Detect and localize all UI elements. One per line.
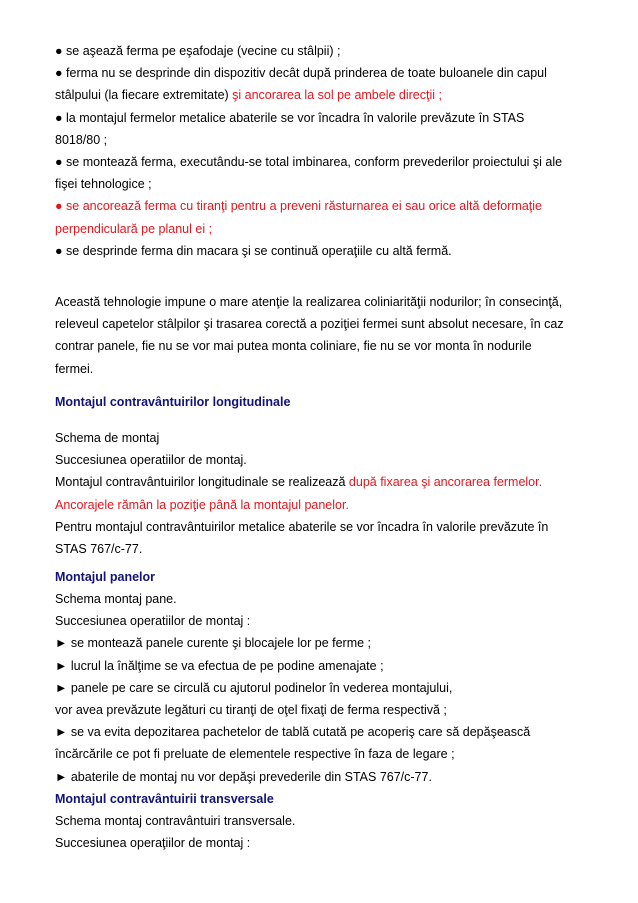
transversal-bracing-text [55, 810, 595, 854]
text-segment: Schema de montaj [55, 431, 160, 445]
text-segment: ► se va evita depozitarea pachetelor de tablă cutată pe acoperiş care să depăşească [55, 725, 531, 740]
text-line [55, 810, 595, 832]
text-segment: STAS 767/c-77. [55, 541, 143, 556]
text-segment: stâlpului (la fiecare extremitate) [55, 88, 233, 103]
text-line [55, 766, 595, 788]
text-segment: ► se montează panele curente şi blocajele lor pe ferme ; [55, 636, 372, 651]
text-line [55, 313, 595, 335]
text-line [55, 699, 595, 721]
alignment-paragraph [55, 291, 595, 380]
text-line [55, 195, 595, 217]
text-line [55, 218, 595, 240]
heading-purlins: Montajul panelor [55, 570, 155, 584]
highlighted-text: perpendiculară pe planul ei ; [55, 221, 213, 236]
text-line [55, 427, 595, 449]
text-segment: ● se montează ferma, executându-se total imbinarea, conform prevederilor proiectului şi ale [55, 154, 563, 169]
text-line [55, 358, 595, 380]
text-segment: ● se desprinde ferma din macara şi se continuă operaţiile cu altă fermă. [55, 243, 452, 258]
text-segment: Schema montaj pane. [55, 592, 177, 606]
text-line [55, 743, 595, 765]
text-segment: contrar panele, fie nu se vor mai putea monta coliniare, fie nu se vor monta în nodurile [55, 339, 532, 354]
text-line [55, 84, 595, 106]
text-line [55, 471, 595, 493]
text-segment: ● ferma nu se desprinde din dispozitiv decât după prinderea de toate buloanele din capul [55, 66, 547, 81]
text-segment: ● se aşează ferma pe eşafodaje (vecine cu stâlpii) ; [55, 44, 341, 58]
text-segment: Succesiunea operatiilor de montaj. [55, 453, 247, 468]
text-line [55, 129, 595, 151]
text-line [55, 832, 595, 854]
text-line [55, 588, 595, 610]
text-segment: ► abaterile de montaj nu vor depăşi prevederile din STAS 767/c-77. [55, 769, 432, 784]
text-segment: 8018/80 ; [55, 132, 108, 147]
highlighted-text: se ancorează ferma cu tiranţi pentru a preveni răsturnarea ei sau orice altă deformaţie [66, 199, 542, 214]
text-segment: releveul capetelor stâlpilor şi trasarea corectă a poziţiei fermei sunt absolut necesare, în caz [55, 317, 564, 332]
text-line [55, 632, 595, 654]
steps-list [55, 40, 595, 262]
text-segment: ► panele pe care se circulă cu ajutorul podinelor în vederea montajului, [55, 680, 453, 695]
text-line [55, 335, 595, 357]
longitudinal-bracing-text [55, 427, 595, 560]
highlighted-text: după fixarea şi ancorarea fermelor. [348, 475, 543, 490]
text-line [55, 677, 595, 699]
text-line [55, 151, 595, 173]
purlins-text [55, 588, 595, 788]
text-segment: fişei tehnologice ; [55, 177, 152, 192]
text-line [55, 721, 595, 743]
text-line [55, 449, 595, 471]
text-segment: vor avea prevăzute legături cu tiranţi de oţel fixaţi de ferma respectivă ; [55, 702, 447, 717]
text-line [55, 655, 595, 677]
heading-longitudinal-bracing: Montajul contravântuirilor longitudinale [55, 395, 291, 409]
text-segment: ► lucrul la înălţime se va efectua de pe podine amenajate ; [55, 658, 384, 673]
highlighted-text: Ancorajele rămân la poziţie până la montajul panelor. [55, 497, 349, 512]
text-segment: Schema montaj contravântuiri transversale. [55, 814, 296, 828]
highlighted-text: şi ancorarea la sol pe ambele direcţii ; [232, 88, 442, 103]
text-segment: fermei. [55, 361, 94, 376]
text-line [55, 240, 595, 262]
text-line [55, 40, 595, 62]
text-line [55, 516, 595, 538]
text-line [55, 107, 595, 129]
text-line [55, 610, 595, 632]
text-line [55, 494, 595, 516]
text-line [55, 62, 595, 84]
highlighted-text: ● [55, 199, 67, 214]
text-segment: ● la montajul fermelor metalice abaterile se vor încadra în valorile prevăzute în STAS [55, 110, 525, 125]
text-segment: Această tehnologie impune o mare atenţie la realizarea coliniarităţii nodurilor; în consecinţă, [55, 295, 563, 309]
text-segment: Succesiunea operatiilor de montaj : [55, 614, 251, 629]
text-segment: Montajul contravântuirilor longitudinale se realizează [55, 475, 349, 490]
heading-transversal-bracing: Montajul contravântuirii transversale [55, 792, 274, 806]
text-segment: încărcările ce pot fi preluate de elementele respective în faza de legare ; [55, 747, 455, 762]
text-line [55, 173, 595, 195]
text-line [55, 538, 595, 560]
text-segment: Succesiunea operaţiilor de montaj : [55, 836, 251, 851]
text-segment: Pentru montajul contravântuirilor metalice abaterile se vor încadra în valorile prevăzute în [55, 519, 549, 534]
text-line [55, 291, 595, 313]
